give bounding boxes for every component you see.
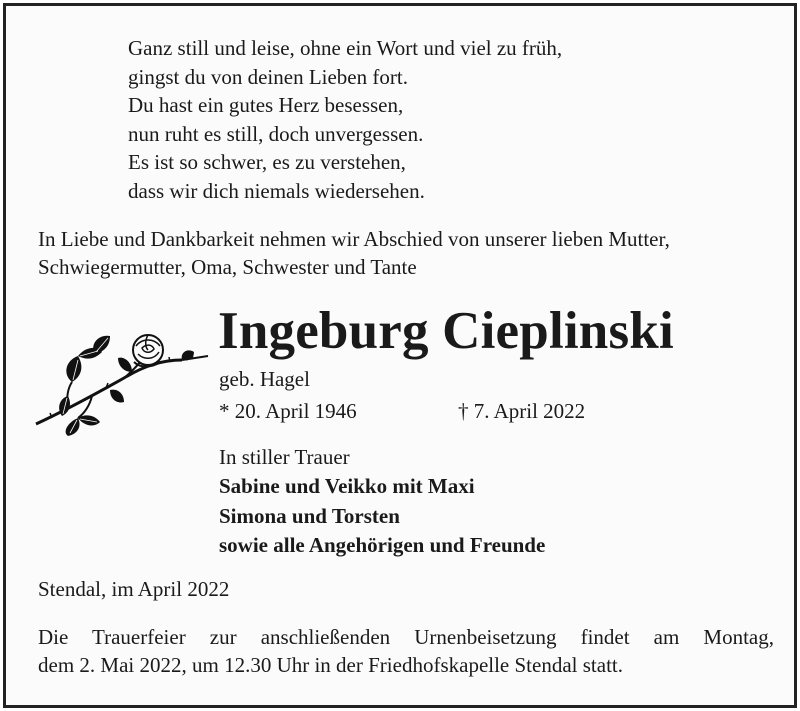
funeral-notice — [38, 623, 774, 679]
poem-line: gingst du von deinen Lieben fort. — [128, 64, 408, 89]
place-date: Stendal, im April 2022 — [38, 577, 230, 601]
poem-line: Ganz still und leise, ohne ein Wort und viel zu früh, — [128, 36, 563, 60]
mourner-line: Sabine und Veikko mit Maxi — [219, 474, 475, 499]
deceased-name: Ingeburg Cieplinski — [218, 302, 674, 360]
rose-branch-icon — [32, 332, 210, 436]
poem-line: dass wir dich niemals wiedersehen. — [128, 178, 425, 203]
poem-line: nun ruht es still, doch unvergessen. — [128, 121, 424, 146]
poem-line: Es ist so schwer, es zu verstehen, — [128, 150, 406, 175]
intro-line: Schwiegermutter, Oma, Schwester und Tante — [38, 255, 417, 279]
death-date: † 7. April 2022 — [458, 399, 586, 423]
memorial-poem — [128, 34, 562, 206]
intro-line: In Liebe und Dankbarkeit nehmen wir Abschied von unserer lieben Mutter, — [38, 227, 670, 251]
obituary-card — [3, 3, 797, 708]
farewell-intro — [38, 225, 778, 281]
poem-line: Du hast ein gutes Herz besessen, — [128, 93, 404, 118]
birth-date: * 20. April 1946 — [219, 399, 357, 423]
maiden-name: geb. Hagel — [219, 367, 310, 391]
mourners-block — [219, 443, 545, 560]
funeral-line: dem 2. Mai 2022, um 12.30 Uhr in der Friedhofskapelle Stendal statt. — [38, 653, 623, 677]
mourner-line: Simona und Torsten — [219, 503, 400, 528]
funeral-line: Die Trauerfeier zur anschließenden Urnenbeisetzung findet am Montag, — [38, 625, 774, 649]
mourner-line: sowie alle Angehörigen und Freunde — [219, 532, 546, 557]
mourning-heading: In stiller Trauer — [219, 445, 350, 469]
